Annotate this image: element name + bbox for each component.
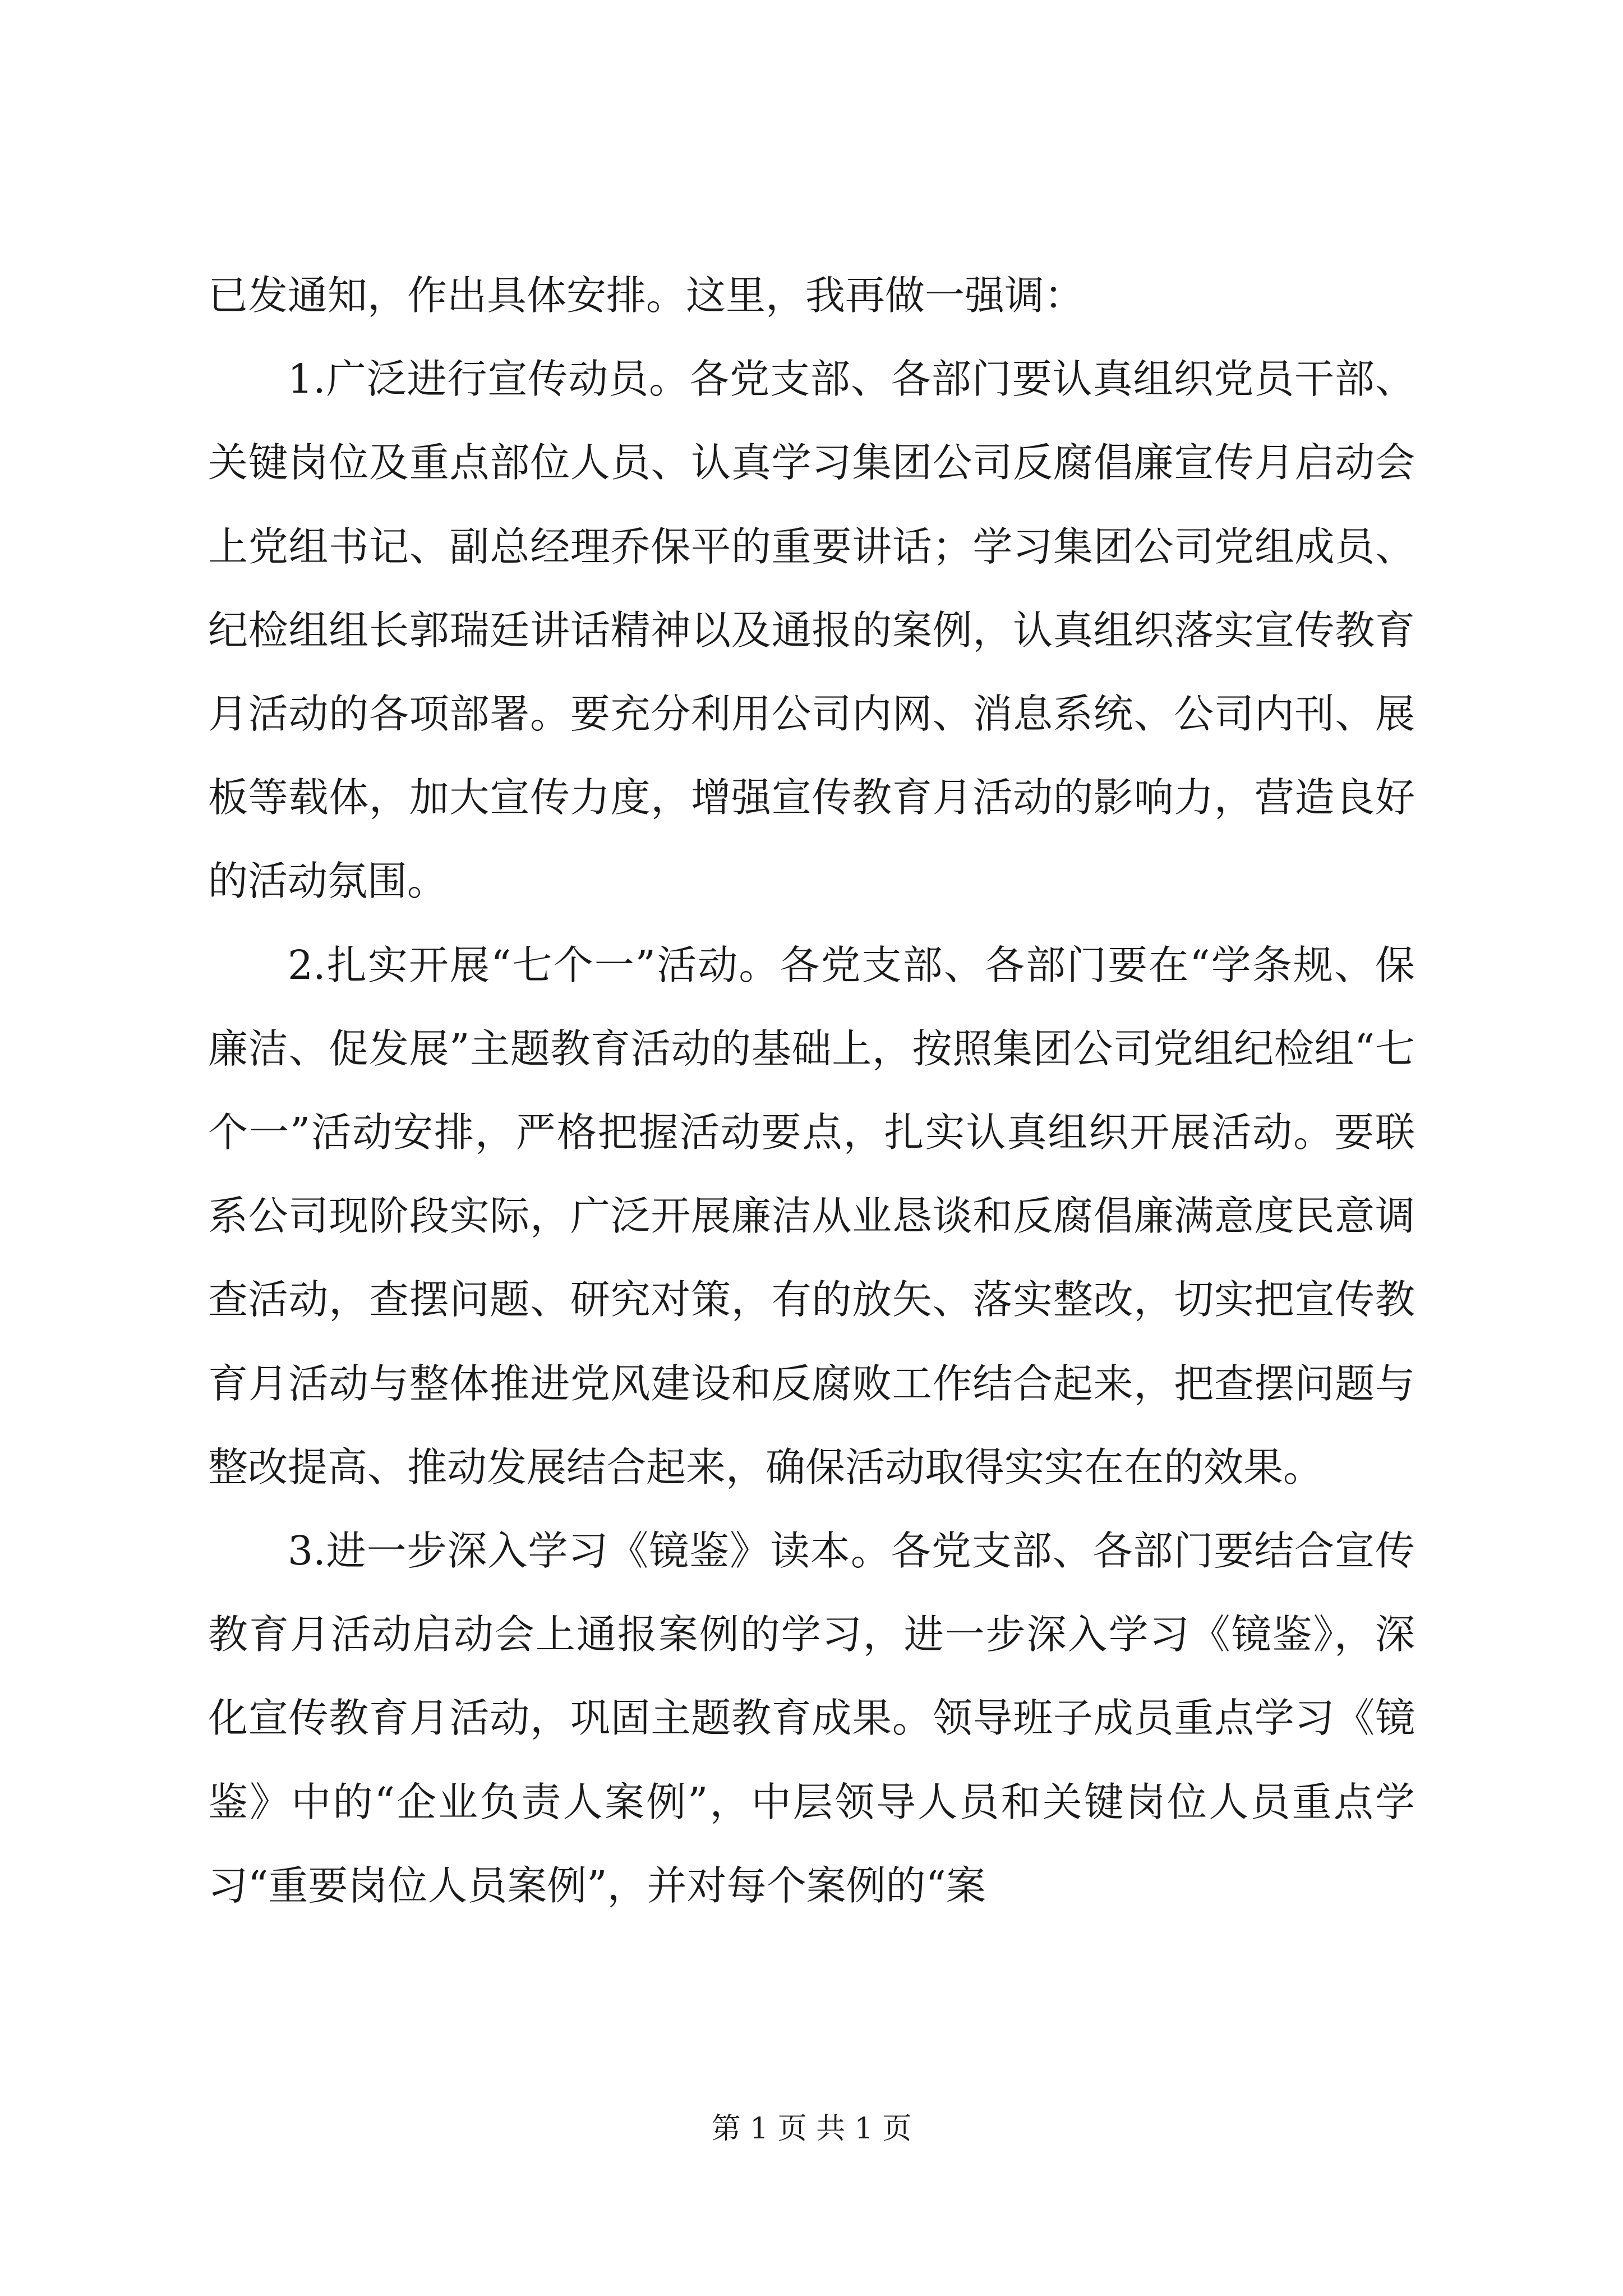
page-footer: 第 1 页 共 1 页: [711, 2112, 912, 2146]
paragraph-continuation: 已发通知，作出具体安排。这里，我再做一强调：: [208, 272, 1085, 319]
paragraph-item-1: 1.广泛进行宣传动员。各党支部、各部门要认真组织党员干部、关键岗位及重点部位人员、认真学习集团公司反腐倡廉宣传月启动会上党组书记、副总经理乔保平的重要讲话；学习集团公司党组成员、纪检组组长郭瑞廷讲话精神以及通报的案例，认真组织落实宣传教育月活动的各项部署。要充分利用公司内网、消息系统、公司内刊、展板等载体，加大宣传力度，增强宣传教育月活动的影响力，营造良好的活动氛围。: [208, 356, 1415, 905]
document-body: [208, 254, 1415, 1927]
paragraph-item-2: 2.扎实开展“七个一”活动。各党支部、各部门要在“学条规、保廉洁、促发展”主题教育活动的基础上，按照集团公司党组纪检组“七个一”活动安排，严格把握活动要点，扎实认真组织开展活动。要联系公司现阶段实际，广泛开展廉洁从业恳谈和反腐倡廉满意度民意调查活动，查摆问题、研究对策，有的放矢、落实整改，切实把宣传教育月活动与整体推进党风建设和反腐败工作结合起来，把查摆问题与整改提高、推动发展结合起来，确保活动取得实实在在的效果。: [208, 941, 1415, 1490]
paragraph-item-3: 3.进一步深入学习《镜鉴》读本。各党支部、各部门要结合宣传教育月活动启动会上通报案例的学习，进一步深入学习《镜鉴》，深化宣传教育月活动，巩固主题教育成果。领导班子成员重点学习《镜鉴》中的“企业负责人案例”，中层领导人员和关键岗位人员重点学习“重要岗位人员案例”，并对每个案例的“案: [208, 1527, 1415, 1909]
